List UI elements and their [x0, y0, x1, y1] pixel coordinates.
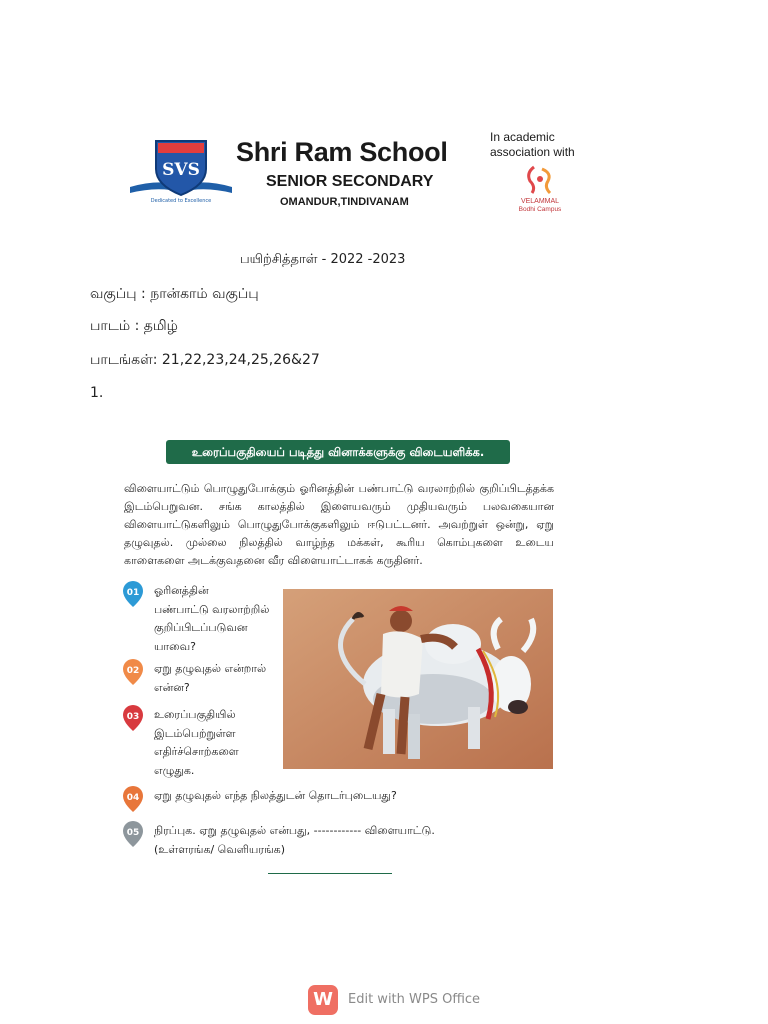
reading-passage: விளையாட்டும் பொழுதுபோக்கும் ஓரினத்தின் பண்பாட்டு வரலாற்றில் குறிப்பிடத்தக்க இடம்பெறுவன. சங்க காலத்தில் இளையவரும் முதியவரும் பலவகையான விளையாட்டுகளிலும் பொழுதுபோக்குகளிலும் ஈடுபட்டனர். அவற்றுள் ஒன்று, ஏறு தழுவுதல். முல்லை நிலத்தில் வாழ்ந்த மக்கள், கூரிய கொம்புகளை உடைய காளைகளை அடக்குவதனை வீர விளையாட்டாகக் கருதினர்.	[124, 482, 554, 567]
question-text-line: பண்பாட்டு வரலாற்றில்	[154, 602, 270, 616]
logo-tagline: Dedicated to Excellence	[150, 198, 212, 204]
school-subtitle: SENIOR SECONDARY	[266, 173, 434, 190]
question-text-line: என்ன?	[154, 680, 190, 694]
subject-line: பாடம் : தமிழ்	[90, 318, 178, 334]
lessons-line: பாடங்கள்: 21,22,23,24,25,26&27	[90, 352, 320, 368]
question-number: 1.	[90, 385, 104, 401]
question-number-label: 01	[126, 588, 140, 598]
question-text	[154, 660, 266, 697]
exercise-banner: உரைப்பகுதியைப் படித்து வினாக்களுக்கு விடையளிக்க.	[166, 440, 510, 464]
logo-initials: SVS	[162, 160, 200, 180]
question-text-line: உரைப்பகுதியில்	[154, 708, 236, 721]
question-number-label: 04	[126, 793, 140, 803]
question-text-line: யாவை?	[154, 639, 196, 653]
question-number-label: 05	[126, 828, 140, 838]
question-text-line: நிரப்புக. ஏறு தழுவுதல் என்பது, ------------ விளையாட்டு.	[154, 824, 435, 837]
question-pin-icon	[122, 580, 144, 608]
question-text	[154, 787, 397, 806]
question-text-line: ஏறு தழுவுதல் எந்த நிலத்துடன் தொடர்புடையது?	[154, 789, 397, 802]
class-line: வகுப்பு : நான்காம் வகுப்பு	[90, 286, 259, 302]
question-text	[154, 582, 269, 656]
question-text-line: ஏறு தழுவுதல் என்றால்	[154, 662, 267, 675]
association-text	[490, 130, 590, 160]
question-text-line: இடம்பெற்றுள்ள	[154, 726, 236, 740]
partner-logo	[498, 163, 582, 213]
association-line-1: In academic	[490, 130, 555, 144]
question-text-line: எழுதுக.	[154, 763, 195, 777]
question-text-line: ஓரினத்தின்	[154, 584, 209, 597]
question-text-line: எதிர்ச்சொற்களை	[154, 745, 239, 758]
question-pin-icon	[122, 785, 144, 813]
wps-edit-label: Edit with WPS Office	[348, 992, 481, 1007]
school-logo	[128, 135, 234, 205]
school-name: Shri Ram School	[236, 137, 448, 167]
question-text	[154, 822, 435, 859]
question-pin-icon	[122, 820, 144, 848]
question-text-line: (உள்ளரங்க/ வெளியரங்க)	[154, 842, 286, 856]
question-number-label: 03	[126, 712, 140, 722]
question-pin-icon	[122, 704, 144, 732]
partner-name-2: Bodhi Campus	[518, 206, 562, 213]
school-location: OMANDUR,TINDIVANAM	[280, 196, 409, 208]
wps-office-badge[interactable]	[308, 984, 488, 1018]
question-pin-icon	[122, 658, 144, 686]
association-line-2: association with	[490, 145, 575, 159]
question-text	[154, 706, 239, 780]
divider-line	[268, 873, 392, 874]
worksheet-title: பயிற்சித்தாள் - 2022 -2023	[240, 252, 406, 267]
question-text-line: குறிப்பிடப்படுவன	[154, 621, 248, 634]
partner-name-1: VELAMMAL	[520, 198, 560, 205]
school-header	[128, 125, 588, 215]
bull-taming-illustration	[283, 589, 553, 769]
question-number-label: 02	[126, 666, 140, 676]
wps-icon: W	[308, 985, 338, 1015]
